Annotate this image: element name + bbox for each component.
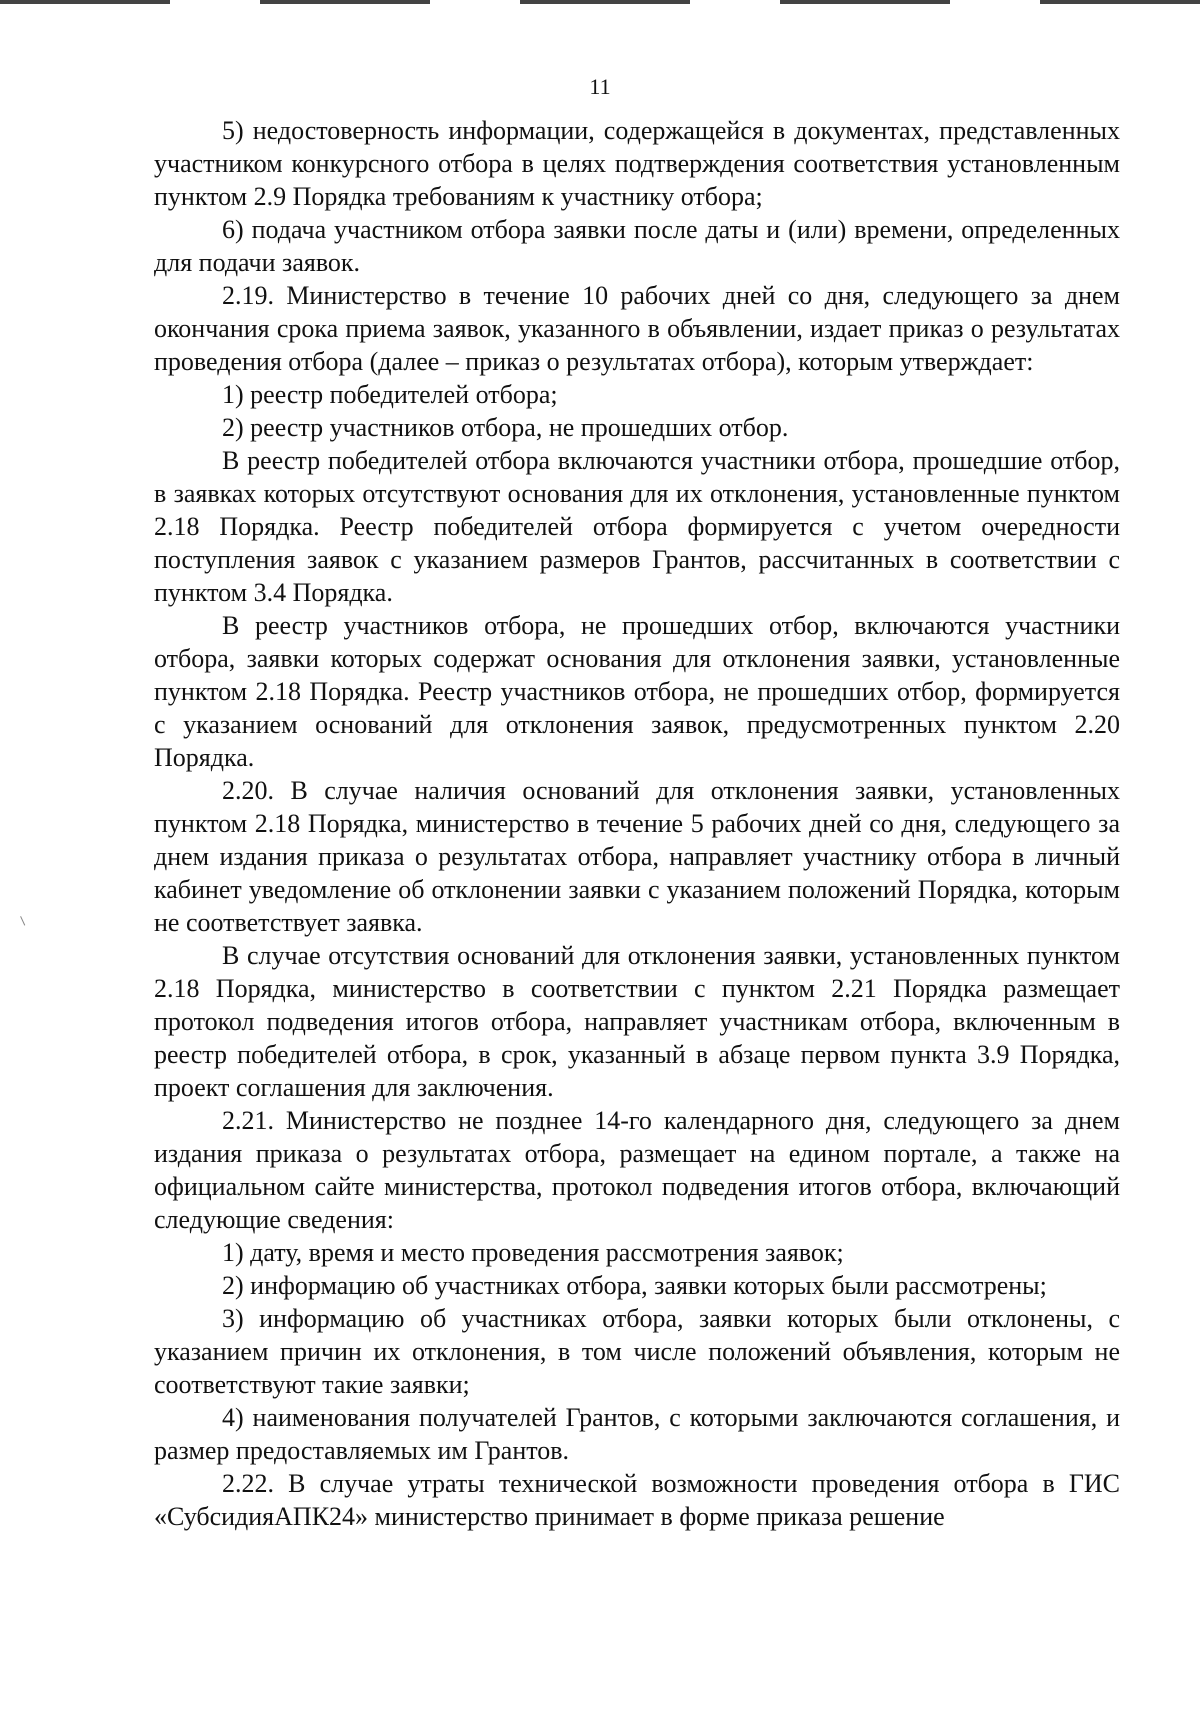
scan-top-edge	[0, 0, 1200, 4]
paragraph-no-grounds: В случае отсутствия оснований для отклонения заявки, установленных пунктом 2.18 Порядка, министерство в соответствии с пунктом 2.21 Порядка размещает протокол подведения итогов отбора, направляет участникам отбора, включенным в реестр победителей отбора, в срок, указанный в абзаце первом пункта 3.9 Порядка, проект соглашения для заключения.	[154, 941, 1120, 1102]
paragraph-list-item-2: 2) реестр участников отбора, не прошедших отбор.	[222, 413, 789, 442]
paragraph-protocol-item-1: 1) дату, время и место проведения рассмотрения заявок;	[222, 1238, 844, 1267]
paragraph-2-22: 2.22. В случае утраты технической возможности проведения отбора в ГИС «СубсидияАПК24» министерство принимает в форме приказа решение	[154, 1469, 1120, 1531]
paragraph-protocol-item-2: 2) информацию об участниках отбора, заявки которых были рассмотрены;	[222, 1271, 1047, 1300]
scan-margin-mark	[20, 914, 29, 925]
paragraph-item-5: 5) недостоверность информации, содержащейся в документах, представленных участником конкурсного отбора в целях подтверждения соответствия установленным пунктом 2.9 Порядка требованиям к участнику отбора;	[154, 116, 1120, 211]
paragraph-protocol-item-3: 3) информацию об участниках отбора, заявки которых были отклонены, с указанием причин их отклонения, в том числе положений объявления, которым не соответствуют такие заявки;	[154, 1304, 1120, 1399]
paragraph-list-item-1: 1) реестр победителей отбора;	[222, 380, 558, 409]
document-body	[154, 114, 1120, 1533]
paragraph-rejected-registry: В реестр участников отбора, не прошедших отбор, включаются участники отбора, заявки которых содержат основания для отклонения заявки, установленные пунктом 2.18 Порядка. Реестр участников отбора, не прошедших отбор, формируется с указанием оснований для отклонения заявок, предусмотренных пунктом 2.20 Порядка.	[154, 611, 1120, 772]
page-number: 11	[589, 74, 611, 99]
paragraph-item-6: 6) подача участником отбора заявки после даты и (или) времени, определенных для подачи заявок.	[154, 215, 1120, 277]
paragraph-2-20: 2.20. В случае наличия оснований для отклонения заявки, установленных пунктом 2.18 Порядка, министерство в течение 5 рабочих дней со дня, следующего за днем издания приказа о результатах отбора, направляет участнику отбора в личный кабинет уведомление об отклонении заявки с указанием положений Порядка, которым не соответствует заявка.	[154, 776, 1120, 937]
paragraph-winners-registry: В реестр победителей отбора включаются участники отбора, прошедшие отбор, в заявках которых отсутствуют основания для их отклонения, установленные пунктом 2.18 Порядка. Реестр победителей отбора формируется с учетом очередности поступления заявок с указанием размеров Грантов, рассчитанных в соответствии с пунктом 3.4 Порядка.	[154, 446, 1120, 607]
paragraph-2-21: 2.21. Министерство не позднее 14-го календарного дня, следующего за днем издания приказа о результатах отбора, размещает на едином портале, а также на официальном сайте министерства, протокол подведения итогов отбора, включающий следующие сведения:	[154, 1106, 1120, 1234]
paragraph-2-19: 2.19. Министерство в течение 10 рабочих дней со дня, следующего за днем окончания срока приема заявок, указанного в объявлении, издает приказ о результатах проведения отбора (далее – приказ о результатах отбора), которым утверждает:	[154, 281, 1120, 376]
paragraph-protocol-item-4: 4) наименования получателей Грантов, с которыми заключаются соглашения, и размер предоставляемых им Грантов.	[154, 1403, 1120, 1465]
